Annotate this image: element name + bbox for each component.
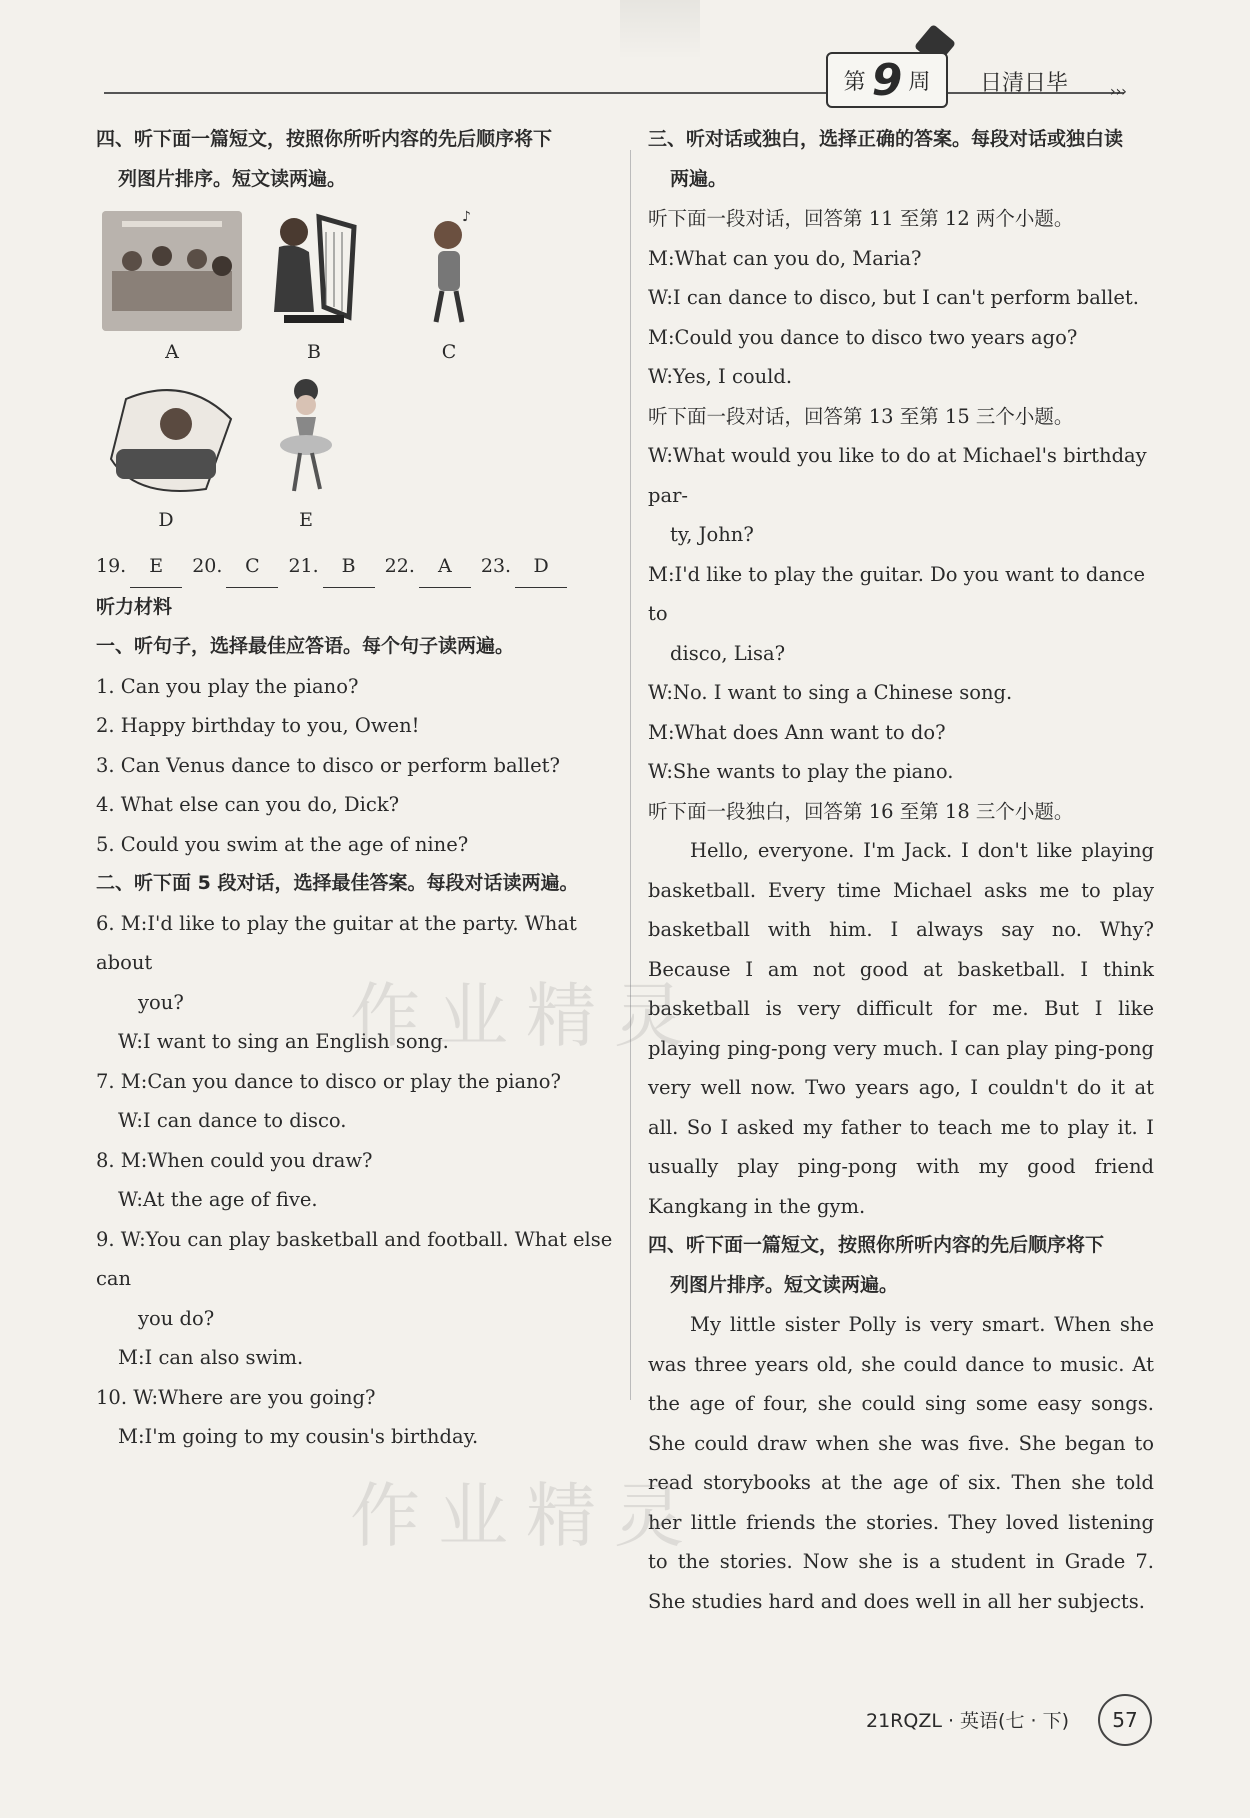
dialogue-line: 6. M:I'd like to play the guitar at the party. What about (96, 911, 577, 974)
list-item: 2. Happy birthday to you, Owen! (96, 714, 420, 737)
section4-title-line2: 列图片排序。短文读两遍。 (118, 167, 347, 190)
dialogue-line: M:What can you do, Maria? (648, 246, 922, 270)
left-column (96, 120, 616, 1457)
list-item: 3. Can Venus dance to disco or perform ballet? (96, 753, 560, 777)
dialogue-line: you? (138, 990, 184, 1014)
page-number: 57 (1098, 1694, 1152, 1746)
story-text: My little sister Polly is very smart. When she was three years old, she could dance to music. At the age of four, she could sing some easy songs. She could draw when she was five. She began to read storybooks at the age of six. Then she told her little friends the stories. They loved listening to the stories. Now she is a student in Grade 7. She studies hard and does well in all her subjects. (648, 1313, 1154, 1613)
dialogue-line: 7. M:Can you dance to disco or play the piano? (96, 1069, 561, 1093)
answer-num: 20. (192, 555, 223, 577)
figure-e-label: E (299, 509, 313, 531)
dialogue-line: W:At the age of five. (118, 1188, 318, 1211)
watermark: 作业精灵 (350, 975, 702, 1057)
dialogue-line: you do? (138, 1306, 215, 1330)
answer-num: 21. (288, 555, 319, 577)
monologue-intro: 听下面一段独白，回答第 16 至第 18 三个小题。 (648, 799, 1074, 823)
answer-num: 23. (480, 555, 512, 577)
answer-blank: A (419, 547, 471, 588)
answer-num: 22. (384, 555, 415, 577)
dialogue-line: 10. W:Where are you going? (96, 1385, 376, 1409)
boy-drawing-icon (96, 379, 236, 499)
figure-b-label: B (307, 341, 321, 363)
dialogue-line: disco, Lisa? (670, 641, 786, 665)
boy-singing-icon (414, 207, 484, 331)
footer-code: 21RQZL · 英语(七 · 下) (866, 1710, 1069, 1732)
week-number: 9 (871, 54, 903, 106)
dialogue-line: W:I can dance to disco, but I can't perform ballet. (648, 286, 1139, 309)
figure-b (264, 207, 364, 365)
list-item: 4. What else can you do, Dick? (96, 793, 400, 816)
answer-blank: E (130, 547, 182, 588)
materials-title: 听力材料 (96, 595, 173, 618)
section4-title-line1: 四、听下面一篇短文，按照你所听内容的先后顺序将下 (96, 128, 553, 150)
dialogue-line: M:I'm going to my cousin's birthday. (118, 1425, 479, 1448)
monologue-text: Hello, everyone. I'm Jack. I don't like playing basketball. Every time Michael asks me to play basketball with him. I always say no. Why? Because I am not good at basketball. I think basketball is very difficult for me. But I like playing ping-pong very much. I can play ping-pong very well now. Two years ago, I couldn't do it at all. So I asked my father to teach me to play it. I usually play ping-pong with my good friend Kangkang in the gym. (648, 839, 1154, 1218)
figure-c (414, 207, 484, 365)
dialogue-intro: 听下面一段对话，回答第 13 至第 15 三个小题。 (648, 404, 1074, 428)
girl-harp-icon (264, 207, 364, 331)
dialogue-line: W:No. I want to sing a Chinese song. (648, 681, 1013, 704)
dialogue-line: 8. M:When could you draw? (96, 1148, 373, 1172)
week-prefix: 第 (843, 69, 866, 95)
svg-text:♪: ♪ (462, 209, 471, 225)
section3-title-line2: 两遍。 (670, 167, 728, 190)
watermark: 作业精灵 (350, 1475, 702, 1557)
list-item: 1. Can you play the piano? (96, 674, 359, 698)
dialogue-intro: 听下面一段对话，回答第 11 至第 12 两个小题。 (648, 207, 1074, 230)
figure-a-label: A (165, 341, 179, 363)
figure-e (266, 373, 346, 533)
figure-a (102, 211, 242, 365)
section2-title: 二、听下面 5 段对话，选择最佳答案。每段对话读两遍。 (96, 872, 579, 894)
classroom-photo-icon (102, 211, 242, 331)
answer-blank: B (323, 547, 375, 588)
dialogue-line: W:She wants to play the piano. (648, 760, 954, 783)
header-rule (104, 92, 1124, 94)
section4-title-line2: 列图片排序。短文读两遍。 (670, 1273, 899, 1296)
list-item: 5. Could you swim at the age of nine? (96, 832, 469, 856)
answer-num: 19. (96, 555, 127, 577)
picture-set (96, 207, 616, 547)
paper-crease (620, 0, 700, 60)
answer-row (96, 547, 616, 588)
dialogue-line: W:I want to sing an English song. (118, 1030, 449, 1053)
section3-title-line1: 三、听对话或独白，选择正确的答案。每段对话或独白读 (648, 128, 1124, 150)
figure-c-label: C (441, 341, 457, 363)
figure-d-label: D (158, 509, 174, 531)
ballet-girl-icon (266, 373, 346, 499)
dialogue-line: 9. W:You can play basketball and football. What else can (96, 1227, 613, 1290)
answer-blank: C (226, 547, 278, 588)
week-suffix: 周 (908, 69, 931, 95)
right-column (648, 120, 1154, 1621)
column-divider (630, 150, 631, 1400)
section4-title-line1: 四、听下面一篇短文，按照你所听内容的先后顺序将下 (648, 1234, 1105, 1256)
figure-d (96, 379, 236, 533)
dialogue-line: W:Yes, I could. (648, 365, 793, 388)
answer-blank: D (515, 547, 567, 588)
section1-title: 一、听句子，选择最佳应答语。每个句子读两遍。 (96, 635, 515, 657)
dialogue-line: M:I can also swim. (118, 1346, 304, 1369)
dialogue-line: ty, John? (670, 523, 754, 546)
arrows-icon: ››› (1110, 84, 1127, 100)
dialogue-line: W:I can dance to disco. (118, 1109, 347, 1132)
week-badge (826, 52, 948, 108)
dialogue-line: W:What would you like to do at Michael's birthday par- (648, 444, 1147, 507)
dialogue-line: M:I'd like to play the guitar. Do you want to dance to (648, 562, 1145, 625)
dialogue-line: M:What does Ann want to do? (648, 720, 946, 744)
daily-title: 日清日毕 (980, 71, 1069, 96)
dialogue-line: M:Could you dance to disco two years ago? (648, 325, 1078, 349)
